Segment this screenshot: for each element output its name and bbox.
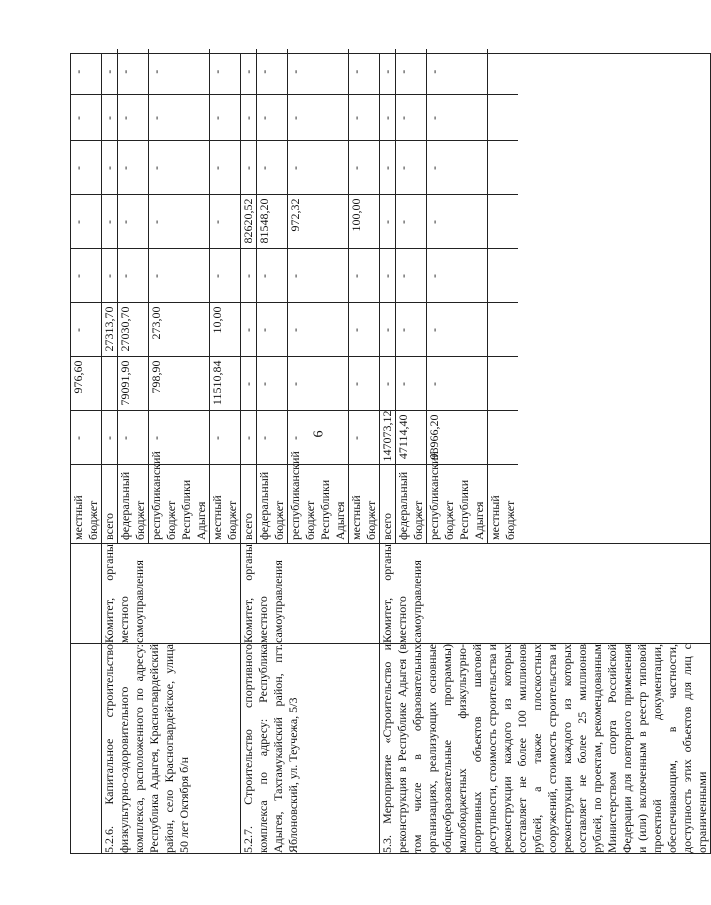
finance-rows bbox=[102, 49, 240, 543]
amount-cell: - bbox=[427, 249, 488, 303]
finance-row bbox=[380, 49, 396, 543]
finance-row bbox=[71, 49, 101, 543]
finance-cell bbox=[102, 54, 241, 544]
amount-cell: - bbox=[349, 357, 380, 411]
amount-cell: - bbox=[210, 69, 224, 74]
amount-cell: - bbox=[427, 195, 488, 249]
amount-cell: 11510,84 bbox=[210, 357, 241, 411]
amount-cell: - bbox=[241, 357, 257, 411]
amount-cell: - bbox=[118, 95, 149, 141]
funding-source: всего bbox=[102, 465, 118, 543]
amount-cell: - bbox=[257, 357, 288, 411]
amount-cell: - bbox=[71, 141, 101, 195]
section-row-1 bbox=[102, 54, 241, 854]
amount-cell: - bbox=[257, 95, 288, 141]
amount-cell: - bbox=[102, 411, 118, 465]
amount-cell: - bbox=[257, 411, 288, 465]
finance-row bbox=[349, 49, 380, 543]
finance-rows bbox=[71, 49, 101, 543]
amount-cell: 798,90 bbox=[149, 357, 210, 411]
amount-cell: - bbox=[288, 141, 349, 195]
amount-cell: - bbox=[288, 49, 349, 95]
amount-cell: - bbox=[118, 249, 149, 303]
finance-cell bbox=[241, 54, 380, 544]
amount-cell: - bbox=[241, 411, 257, 465]
amount-cell: - bbox=[71, 69, 85, 74]
amount-cell: - bbox=[210, 249, 241, 303]
amount-cell: - bbox=[102, 95, 118, 141]
amount-cell bbox=[488, 195, 519, 249]
amount-cell bbox=[488, 357, 519, 411]
executor: Комитет, органы местного самоуправления bbox=[102, 544, 241, 644]
amount-cell: - bbox=[210, 195, 241, 249]
amount-cell: - bbox=[102, 141, 118, 195]
amount-cell: - bbox=[149, 95, 210, 141]
funding-source: местный бюджет bbox=[488, 465, 519, 543]
amount-cell: 82620,52 bbox=[241, 195, 257, 249]
budget-table bbox=[70, 53, 711, 854]
amount-cell: - bbox=[396, 49, 427, 95]
amount-cell: - bbox=[427, 357, 488, 411]
finance-row bbox=[257, 49, 288, 543]
amount-cell: - bbox=[288, 357, 349, 411]
funding-source: федеральный бюджет bbox=[118, 465, 149, 543]
amount-cell: - bbox=[380, 195, 396, 249]
amount-cell: - bbox=[71, 95, 101, 141]
finance-row bbox=[241, 49, 257, 543]
funding-source: федеральный бюджет bbox=[257, 465, 288, 543]
amount-cell: - bbox=[241, 49, 257, 95]
funding-source: местный бюджет bbox=[349, 465, 380, 543]
finance-rows bbox=[380, 49, 518, 543]
amount-cell: - bbox=[380, 95, 396, 141]
amount-cell: - bbox=[380, 249, 396, 303]
amount-cell: 10,00 bbox=[210, 303, 241, 357]
amount-cell: 27030,70 bbox=[118, 303, 149, 357]
measure-name: 5.3. Мероприятие «Строительство и реконструкция в Республике Адыгея (в том числе в образовательных организациях, реализующих основные общеобразовательные программы) малобюджетных физкультурно-спортивных объектов шаговой доступности, стоимость строительства и реконструкции каждого из которых составляет не более 100 миллионов рублей, а также плоскостных сооружений, стоимость строительства и реконструкции каждого из которых составляет не более 25 миллионов рублей, по проектам, рекомендованным Министерством спорта Российской Федерации для повторного применения и (или) включенным в реестр типовой проектной документации, обеспечивающим, в частности, доступность этих объектов для лиц с ограниченными bbox=[380, 644, 709, 853]
amount-cell: 976,60 bbox=[71, 357, 101, 411]
executor: Комитет, органы местного самоуправления bbox=[380, 544, 711, 644]
amount-cell: - bbox=[210, 95, 241, 141]
funding-source: всего bbox=[380, 465, 396, 543]
section-row-0 bbox=[71, 54, 102, 854]
amount-cell: - bbox=[396, 357, 427, 411]
amount-cell: 100,00 bbox=[349, 195, 380, 249]
finance-row bbox=[149, 49, 210, 543]
amount-cell: 81548,20 bbox=[257, 195, 288, 249]
amount-cell: - bbox=[396, 195, 427, 249]
amount-cell: - bbox=[118, 49, 149, 95]
measure-name: 5.2.6. Капитальное строительство физкультурно-оздоровительного комплекса, расположенного по адресу: Республика Адыгея, Красногвардейский район, село Красногвардейское, улица 50 лет Октября б/н bbox=[102, 644, 241, 854]
amount-cell: - bbox=[349, 141, 380, 195]
amount-cell: - bbox=[102, 249, 118, 303]
amount-cell: - bbox=[257, 249, 288, 303]
amount-cell: - bbox=[349, 249, 380, 303]
funding-source: республиканский бюджет Республики Адыгея bbox=[288, 465, 349, 543]
amount-cell: - bbox=[427, 49, 488, 95]
amount-cell: - bbox=[396, 95, 427, 141]
finance-row bbox=[118, 49, 149, 543]
executor bbox=[71, 544, 102, 644]
amount-cell: - bbox=[349, 411, 380, 465]
amount-cell: - bbox=[288, 249, 349, 303]
finance-row bbox=[210, 49, 241, 543]
finance-cell bbox=[380, 54, 711, 544]
amount-cell: - bbox=[71, 249, 101, 303]
amount-cell: - bbox=[149, 49, 210, 95]
amount-cell: - bbox=[241, 303, 257, 357]
amount-cell: - bbox=[210, 141, 241, 195]
amount-cell: - bbox=[118, 141, 149, 195]
amount-cell: - bbox=[71, 195, 101, 249]
amount-cell: - bbox=[257, 303, 288, 357]
amount-cell: 147073,12 bbox=[380, 411, 396, 465]
amount-cell: 47114,40 bbox=[396, 411, 427, 465]
amount-cell: - bbox=[257, 141, 288, 195]
finance-row bbox=[288, 49, 349, 543]
amount-cell: - bbox=[210, 411, 241, 465]
amount-cell bbox=[102, 357, 118, 411]
amount-cell: - bbox=[427, 141, 488, 195]
measure-name: 5.2.7. Строительство спортивного комплекса по адресу: Республика Адыгея, Тахтамукайский район, пгт. Яблоновский, ул. Теучежа, 5/3 bbox=[241, 644, 380, 854]
amount-cell: - bbox=[149, 195, 210, 249]
finance-row bbox=[427, 49, 488, 543]
funding-source: местный бюджет bbox=[210, 465, 241, 543]
amount-cell: - bbox=[288, 303, 349, 357]
amount-cell: - bbox=[102, 195, 118, 249]
amount-cell: - bbox=[241, 249, 257, 303]
amount-cell: - bbox=[288, 411, 349, 465]
amount-cell bbox=[488, 49, 519, 95]
budget-table-rotated bbox=[70, 54, 709, 854]
funding-source: местный бюджет bbox=[71, 465, 101, 543]
amount-cell: 27313,70 bbox=[102, 303, 118, 357]
amount-cell: 972,32 bbox=[288, 195, 349, 249]
funding-source: федеральный бюджет bbox=[396, 465, 427, 543]
amount-cell: - bbox=[149, 411, 210, 465]
amount-cell: - bbox=[149, 141, 210, 195]
amount-cell: - bbox=[396, 141, 427, 195]
amount-cell: - bbox=[118, 195, 149, 249]
amount-cell: - bbox=[71, 303, 101, 357]
finance-row bbox=[396, 49, 427, 543]
section-row-3 bbox=[380, 54, 711, 854]
amount-cell: - bbox=[241, 95, 257, 141]
amount-cell: - bbox=[349, 95, 380, 141]
amount-cell: - bbox=[288, 95, 349, 141]
page-number: 6 bbox=[311, 430, 327, 438]
amount-cell bbox=[488, 249, 519, 303]
finance-rows bbox=[241, 49, 379, 543]
measure-name bbox=[71, 644, 102, 854]
amount-cell: - bbox=[102, 49, 118, 95]
amount-cell bbox=[488, 303, 519, 357]
section-row-2 bbox=[241, 54, 380, 854]
amount-cell: - bbox=[396, 303, 427, 357]
amount-cell: - bbox=[349, 303, 380, 357]
amount-cell bbox=[488, 411, 519, 465]
executor: Комитет, органы местного самоуправления bbox=[241, 544, 380, 644]
amount-cell: - bbox=[427, 303, 488, 357]
amount-cell: - bbox=[380, 49, 396, 95]
funding-source: всего bbox=[241, 465, 257, 543]
amount-cell: - bbox=[349, 69, 363, 74]
amount-cell: - bbox=[380, 141, 396, 195]
amount-cell: - bbox=[71, 411, 101, 465]
finance-row bbox=[102, 49, 118, 543]
amount-cell: - bbox=[396, 249, 427, 303]
amount-cell: - bbox=[118, 411, 149, 465]
amount-cell bbox=[488, 95, 519, 141]
amount-cell: - bbox=[149, 249, 210, 303]
funding-source: республиканский бюджет Республики Адыгея bbox=[149, 465, 210, 543]
amount-cell: - bbox=[257, 49, 288, 95]
finance-cell bbox=[71, 54, 102, 544]
amount-cell: - bbox=[427, 95, 488, 141]
amount-cell bbox=[488, 141, 519, 195]
amount-cell: 93966,20 bbox=[427, 411, 488, 465]
amount-cell: - bbox=[241, 141, 257, 195]
funding-source: республиканский бюджет Республики Адыгея bbox=[427, 465, 488, 543]
amount-cell: - bbox=[380, 303, 396, 357]
amount-cell: 79091,90 bbox=[118, 357, 149, 411]
amount-cell: - bbox=[380, 357, 396, 411]
finance-row bbox=[488, 49, 519, 543]
amount-cell: 273,00 bbox=[149, 303, 210, 357]
